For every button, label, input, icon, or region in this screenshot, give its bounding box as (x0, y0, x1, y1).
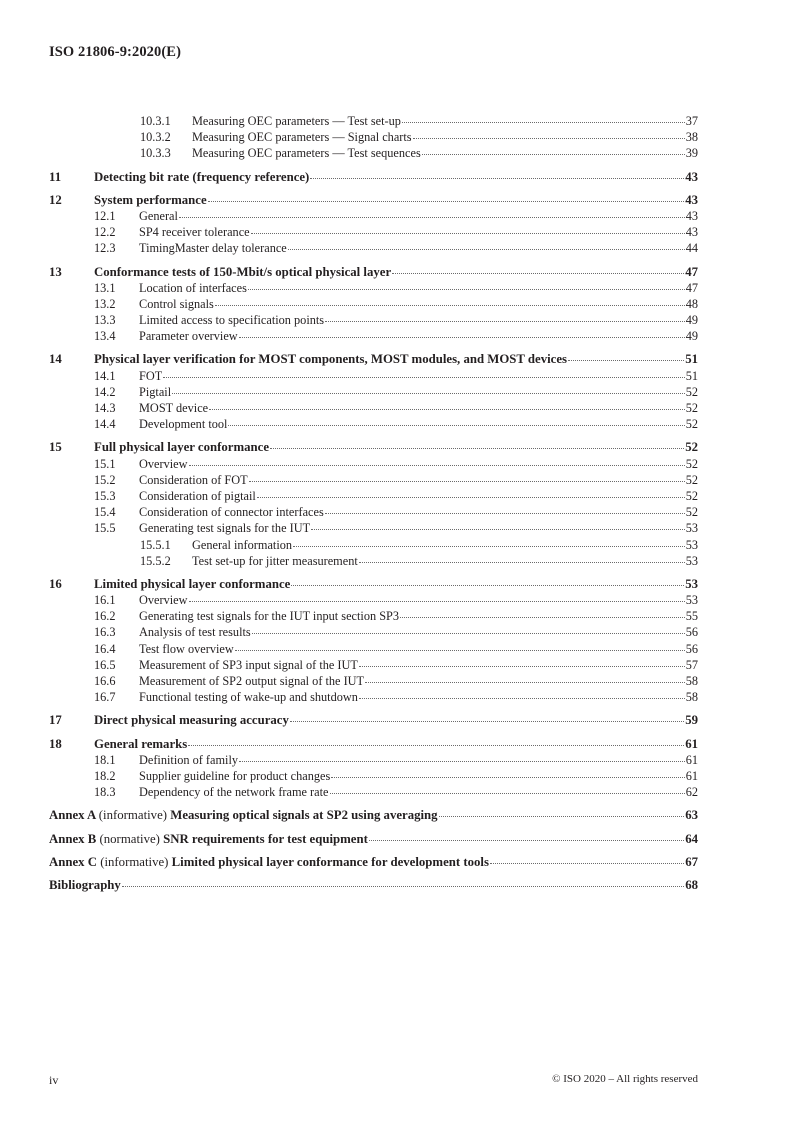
toc-entry-title: TimingMaster delay tolerance (139, 241, 287, 256)
toc-section-14[interactable] (49, 351, 698, 367)
toc-annex-title (49, 831, 368, 847)
toc-entry-title: Measuring OEC parameters — Test sequences (192, 146, 421, 161)
toc-entry-page: 55 (685, 609, 698, 624)
toc-entry-page: 51 (685, 352, 698, 367)
toc-entry-title: Limited physical layer conformance (94, 576, 291, 591)
toc-section-16[interactable] (49, 576, 698, 592)
toc-entry-number: 15 (49, 440, 62, 455)
toc-entry-title: Measuring OEC parameters — Signal charts (192, 130, 412, 145)
toc-entry[interactable] (49, 456, 698, 472)
toc-entry-title: SP4 receiver tolerance (139, 225, 250, 240)
toc-entry-title: MOST device (139, 401, 209, 415)
annex-label: Annex A (49, 808, 96, 823)
toc-entry-page: 52 (685, 488, 698, 503)
dot-leader (490, 862, 684, 864)
toc-entry-title: Consideration of pigtail (139, 488, 256, 503)
toc-entry-title: Test set-up for jitter measurement (192, 553, 358, 568)
toc-entry-number: 10.3.3 (140, 146, 171, 161)
dot-leader (239, 760, 685, 762)
toc-entry-page: 48 (685, 296, 698, 311)
toc-entry-page: 51 (685, 368, 698, 383)
toc-entry-title: Test flow overview (139, 641, 234, 656)
toc-entry-number: 15.4 (94, 505, 116, 520)
annex-kind: (informative) (100, 854, 169, 869)
toc-entry-number: 15.5.1 (140, 537, 171, 552)
toc-entry-number: 15.2 (94, 472, 116, 487)
toc-entry[interactable] (49, 145, 698, 161)
toc-entry-title: Control signals (139, 296, 214, 311)
toc-entry-number: 15.5 (94, 521, 116, 536)
dot-leader (122, 885, 684, 887)
toc-entry-number: 14.4 (94, 417, 116, 432)
toc-entry-title: Analysis of test results (139, 625, 251, 640)
toc-entry-title: Conformance tests of 150-Mbit/s optical physical layer (94, 264, 392, 279)
toc-entry-page: 53 (685, 521, 698, 536)
toc-entry[interactable] (49, 113, 698, 129)
toc-entry[interactable] (49, 368, 698, 384)
toc-entry-number: 16.3 (94, 625, 116, 640)
dot-leader (172, 392, 685, 394)
toc-section-12[interactable] (49, 192, 698, 208)
toc-entry[interactable] (49, 416, 698, 432)
toc-entry[interactable] (49, 592, 698, 608)
toc-entry-page: 49 (685, 329, 698, 344)
toc-entry-title: Development tool (139, 417, 228, 432)
toc-entry-title: Generating test signals for the IUT input section SP3 (139, 609, 400, 624)
toc-entry-page: 43 (685, 169, 698, 184)
toc-entry[interactable] (49, 488, 698, 504)
toc-entry-page: 43 (685, 208, 698, 223)
toc-entry-page: 47 (685, 264, 698, 279)
toc-section-11[interactable] (49, 169, 698, 185)
annex-label: Annex B (49, 831, 97, 846)
toc-entry[interactable] (49, 784, 698, 800)
toc-entry-number: 16.2 (94, 609, 116, 624)
annex-kind: (normative) (99, 831, 160, 846)
dot-leader (188, 744, 684, 746)
toc-entry[interactable] (49, 537, 698, 553)
toc-entry-number: 13.2 (94, 296, 116, 311)
toc-entry-title: Measuring OEC parameters — Test set-up (192, 114, 401, 128)
toc-entry-number: 13.1 (94, 280, 116, 295)
dot-leader (311, 528, 685, 530)
toc-entry-title: Functional testing of wake-up and shutdown (139, 690, 358, 705)
dot-leader (359, 665, 685, 667)
toc-entry-page: 61 (685, 768, 698, 783)
toc-entry-title: Pigtail (139, 384, 172, 399)
table-of-contents (49, 113, 698, 893)
dot-leader (310, 177, 684, 179)
toc-entry-number: 13.3 (94, 313, 116, 328)
dot-leader (293, 545, 685, 547)
toc-entry[interactable] (49, 504, 698, 520)
toc-entry-page: 52 (685, 440, 698, 455)
dot-leader (325, 512, 685, 514)
toc-annex-b[interactable] (49, 831, 698, 847)
toc-entry-title: Bibliography (49, 877, 121, 892)
toc-section-18[interactable] (49, 736, 698, 752)
dot-leader (239, 336, 685, 338)
toc-entry[interactable] (49, 689, 698, 705)
dot-leader (252, 632, 685, 634)
toc-entry-title: General (139, 208, 178, 223)
toc-entry[interactable] (49, 673, 698, 689)
toc-entry-page: 38 (685, 130, 698, 145)
toc-entry-page: 61 (685, 752, 698, 767)
dot-leader (392, 272, 684, 274)
toc-entry-number: 18.3 (94, 785, 116, 800)
annex-name: Limited physical layer conformance for development tools (171, 854, 489, 869)
toc-entry-page: 58 (685, 690, 698, 705)
toc-entry-number: 14.2 (94, 384, 116, 399)
dot-leader (163, 376, 684, 378)
annex-label: Annex C (49, 854, 97, 869)
toc-entry-page: 64 (685, 831, 698, 846)
toc-entry-title: Consideration of connector interfaces (139, 505, 324, 520)
toc-entry-page: 39 (685, 146, 698, 161)
toc-entry-page: 52 (685, 505, 698, 520)
toc-entry-page: 53 (685, 553, 698, 568)
toc-section-17[interactable] (49, 712, 698, 728)
toc-section-15[interactable] (49, 439, 698, 455)
toc-entry-title: Overview (139, 593, 188, 608)
toc-entry-title: Dependency of the network frame rate (139, 785, 329, 800)
toc-entry-number: 18.2 (94, 768, 116, 783)
toc-entry-page: 63 (685, 808, 698, 823)
toc-entry-number: 13 (49, 264, 62, 279)
dot-leader (400, 616, 685, 618)
toc-entry-title: Direct physical measuring accuracy (94, 713, 289, 728)
toc-entry-number: 14.1 (94, 368, 116, 383)
toc-entry-page: 52 (685, 401, 698, 415)
dot-leader (413, 137, 685, 139)
toc-bibliography[interactable] (49, 877, 698, 893)
dot-leader (365, 681, 685, 683)
dot-leader (291, 584, 684, 586)
dot-leader (189, 600, 685, 602)
toc-entry-title: Full physical layer conformance (94, 440, 269, 455)
dot-leader (402, 121, 685, 123)
dot-leader (288, 248, 685, 250)
dot-leader (439, 815, 685, 817)
toc-annex-c[interactable] (49, 854, 698, 870)
toc-entry-number: 13.4 (94, 329, 116, 344)
toc-entry-page: 62 (685, 785, 698, 800)
dot-leader (568, 359, 684, 361)
toc-entry-title: Location of interfaces (139, 280, 247, 295)
toc-entry-page: 61 (685, 736, 698, 751)
toc-entry[interactable] (49, 240, 698, 256)
toc-entry-page: 43 (685, 192, 698, 207)
toc-entry-number: 12.3 (94, 241, 116, 256)
toc-entry[interactable] (49, 129, 698, 145)
toc-entry-number: 14.3 (94, 401, 116, 415)
toc-entry-number: 10.3.1 (140, 114, 171, 128)
toc-entry-number: 15.5.2 (140, 553, 171, 568)
toc-entry-title: Supplier guideline for product changes (139, 768, 331, 783)
toc-entry-page: 52 (685, 417, 698, 432)
toc-entry-page: 47 (685, 280, 698, 295)
dot-leader (330, 792, 685, 794)
dot-leader (249, 480, 685, 482)
toc-annex-a[interactable] (49, 807, 698, 823)
toc-entry-page: 43 (685, 225, 698, 240)
dot-leader (179, 216, 685, 218)
toc-entry-page: 52 (685, 472, 698, 487)
dot-leader (331, 776, 684, 778)
toc-entry-title: Generating test signals for the IUT (139, 521, 311, 536)
toc-entry-page: 56 (685, 641, 698, 656)
toc-entry-title: FOT (139, 368, 163, 383)
toc-entry-number: 16.7 (94, 690, 116, 705)
toc-entry-title: Detecting bit rate (frequency reference) (94, 169, 310, 184)
toc-entry-number: 16.6 (94, 674, 116, 688)
toc-entry[interactable] (49, 520, 698, 536)
toc-entry-number: 10.3.2 (140, 130, 171, 145)
toc-entry-number: 18 (49, 736, 62, 751)
toc-section-13[interactable] (49, 264, 698, 280)
toc-entry-title: Consideration of FOT (139, 472, 248, 487)
toc-entry-page: 68 (685, 877, 698, 892)
toc-entry-number: 14 (49, 352, 62, 367)
dot-leader (208, 200, 685, 202)
toc-entry[interactable] (49, 472, 698, 488)
toc-entry[interactable] (49, 641, 698, 657)
toc-entry[interactable] (49, 312, 698, 328)
toc-entry[interactable] (49, 768, 698, 784)
dot-leader (422, 153, 685, 155)
toc-entry[interactable] (49, 296, 698, 312)
toc-entry-number: 12.2 (94, 225, 116, 240)
dot-leader (359, 561, 685, 563)
toc-entry-page: 53 (685, 537, 698, 552)
toc-entry-number: 12 (49, 192, 62, 207)
toc-entry-title: System performance (94, 192, 207, 207)
dot-leader (257, 496, 685, 498)
toc-entry-number: 16.4 (94, 641, 116, 656)
toc-entry-page: 56 (685, 625, 698, 640)
dot-leader (359, 697, 685, 699)
annex-name: Measuring optical signals at SP2 using averaging (170, 808, 438, 823)
toc-entry-title: Parameter overview (139, 329, 238, 344)
toc-entry-page: 53 (685, 593, 698, 608)
toc-entry-number: 16 (49, 576, 62, 591)
toc-entry-page: 37 (685, 114, 698, 128)
dot-leader (369, 839, 684, 841)
toc-entry[interactable] (49, 752, 698, 768)
toc-entry-page: 58 (685, 674, 698, 688)
page-number: iv (49, 1073, 59, 1087)
toc-entry-title: Measurement of SP2 output signal of the IUT (139, 674, 365, 688)
toc-entry[interactable] (49, 208, 698, 224)
toc-entry[interactable] (49, 553, 698, 569)
toc-entry-number: 15.1 (94, 456, 116, 471)
dot-leader (290, 720, 684, 722)
toc-entry-number: 16.5 (94, 657, 116, 672)
toc-entry-number: 18.1 (94, 752, 116, 767)
document-id-header: ISO 21806-9:2020(E) (49, 44, 181, 60)
toc-entry-page: 52 (685, 384, 698, 399)
toc-entry-title: Overview (139, 456, 188, 471)
toc-entry-number: 11 (49, 169, 62, 184)
toc-annex-title (49, 807, 438, 823)
dot-leader (189, 464, 685, 466)
toc-entry[interactable] (49, 224, 698, 240)
toc-entry[interactable] (49, 657, 698, 673)
toc-entry[interactable] (49, 608, 698, 624)
dot-leader (325, 320, 685, 322)
copyright-notice: © ISO 2020 – All rights reserved (552, 1073, 698, 1085)
toc-entry-title: Physical layer verification for MOST components, MOST modules, and MOST devices (94, 352, 568, 367)
toc-entry-title: Definition of family (139, 752, 239, 767)
toc-entry[interactable] (49, 400, 698, 416)
annex-kind: (informative) (98, 808, 168, 823)
toc-entry[interactable] (49, 384, 698, 400)
dot-leader (215, 304, 685, 306)
toc-entry-number: 15.3 (94, 488, 116, 503)
toc-entry-title: Measurement of SP3 input signal of the IUT (139, 657, 358, 672)
toc-entry-page: 52 (685, 456, 698, 471)
toc-entry[interactable] (49, 280, 698, 296)
dot-leader (248, 288, 685, 290)
dot-leader (235, 649, 685, 651)
toc-entry-page: 44 (685, 241, 698, 256)
toc-entry-title: General information (192, 537, 293, 552)
toc-entry-number: 16.1 (94, 593, 116, 608)
toc-entry-page: 53 (685, 576, 698, 591)
toc-entry-page: 57 (685, 657, 698, 672)
dot-leader (270, 447, 684, 449)
toc-entry[interactable] (49, 624, 698, 640)
dot-leader (228, 424, 684, 426)
toc-entry-page: 49 (685, 313, 698, 328)
toc-annex-title (49, 854, 489, 870)
annex-name: SNR requirements for test equipment (163, 831, 368, 846)
toc-entry-page: 67 (685, 854, 698, 869)
dot-leader (251, 232, 685, 234)
toc-entry-title: General remarks (94, 736, 188, 751)
dot-leader (209, 408, 685, 410)
toc-entry[interactable] (49, 328, 698, 344)
toc-entry-page: 59 (685, 713, 698, 728)
toc-entry-number: 17 (49, 713, 62, 728)
toc-entry-number: 12.1 (94, 208, 116, 223)
toc-entry-title: Limited access to specification points (139, 313, 325, 328)
